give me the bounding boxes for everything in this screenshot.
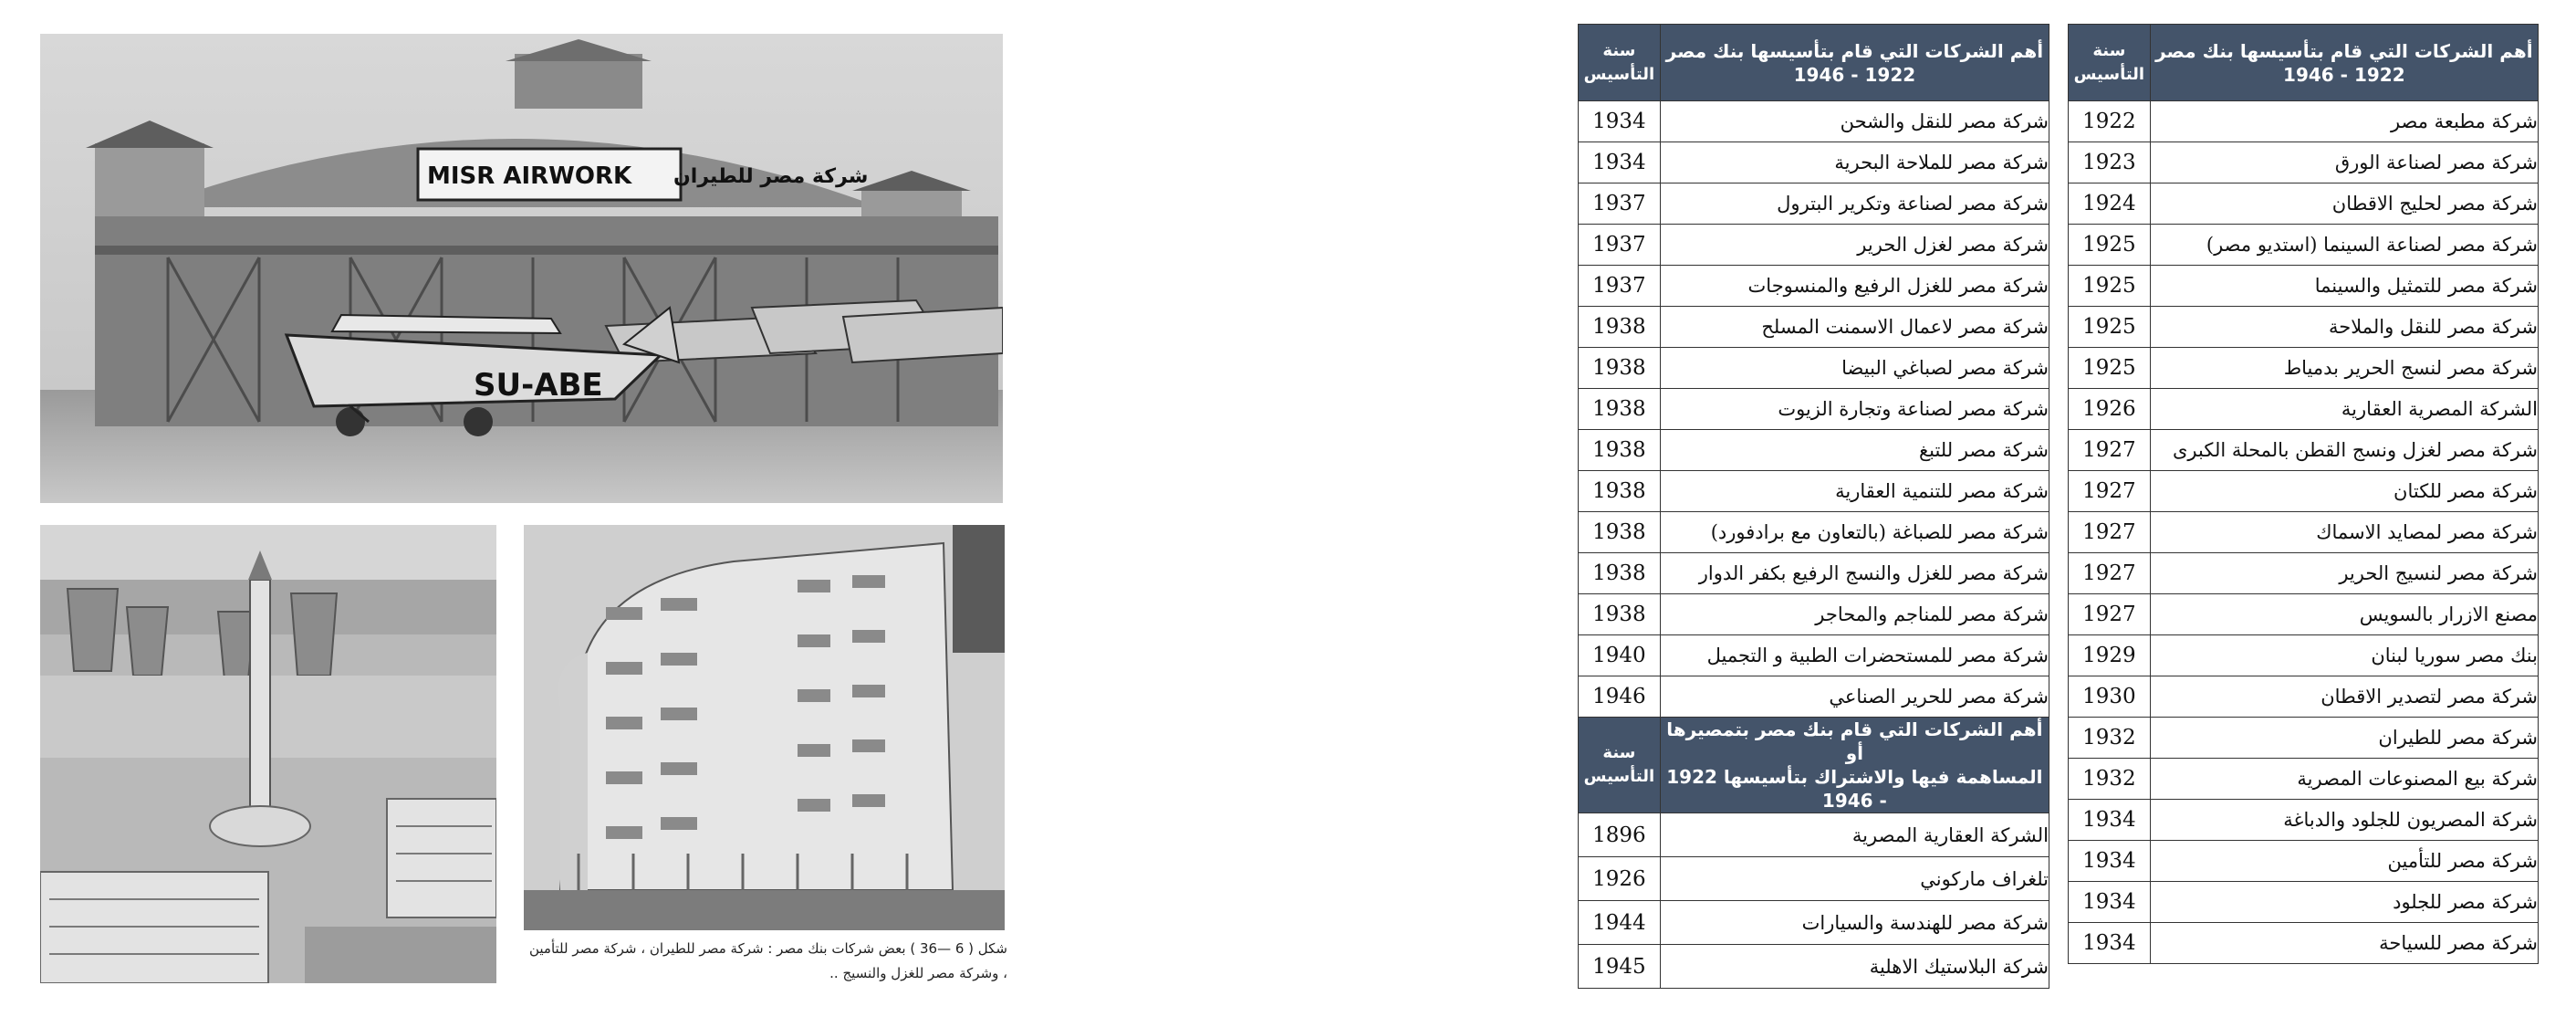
- founding-year: 1938: [1579, 348, 1661, 389]
- header-line-1: أهم الشركات التي قام بتأسيسها بنك مصر: [1665, 39, 2044, 62]
- founding-year: 1924: [2069, 183, 2151, 225]
- company-name: شركة مصر للصباغة (بالتعاون مع برادفورد): [1660, 512, 2049, 553]
- table-row: [1579, 430, 2049, 471]
- table-row: [1579, 307, 2049, 348]
- table-row: [2069, 553, 2539, 594]
- company-name: شركة مصر للتبغ: [1660, 430, 2049, 471]
- table-row: [2069, 718, 2539, 759]
- photo-factory: [40, 525, 496, 983]
- table-row: [2069, 348, 2539, 389]
- company-name: شركة مصر للمناجم والمحاجر: [1660, 594, 2049, 635]
- caption-line-2: ، وشركة مصر للغزل والنسيج ..: [829, 965, 1007, 981]
- header-line-2: 1922 - 1946: [1793, 63, 1916, 86]
- founding-year: 1930: [2069, 676, 2151, 718]
- table-row: [1579, 594, 2049, 635]
- founding-year: 1938: [1579, 389, 1661, 430]
- founding-year: 1927: [2069, 471, 2151, 512]
- table-row: [2069, 307, 2539, 348]
- table-left-header-year: [1579, 25, 1661, 101]
- founding-year: 1923: [2069, 142, 2151, 183]
- company-name: شركة مصر لحليج الاقطان: [2150, 183, 2538, 225]
- header-year-line-1: سنة: [2092, 40, 2126, 60]
- company-name: شركة مصر لصباغي البيضا: [1660, 348, 2049, 389]
- subheader-line-1: أهم الشركات التي قام بنك مصر بتمصيرها أو: [1666, 718, 2043, 764]
- table-row: [1579, 471, 2049, 512]
- founding-year: 1934: [2069, 800, 2151, 841]
- table-left-subheader-year: [1579, 718, 1661, 813]
- table-row: [1579, 348, 2049, 389]
- table-row: [1579, 101, 2049, 142]
- company-name: شركة مصر لصناعة الورق: [2150, 142, 2538, 183]
- company-name: بنك مصر سوريا لبنان: [2150, 635, 2538, 676]
- company-name: شركة مصر للملاحة البحرية: [1660, 142, 2049, 183]
- table-row: [1579, 553, 2049, 594]
- table-row: [1579, 266, 2049, 307]
- founding-year: 1927: [2069, 430, 2151, 471]
- founding-year: 1925: [2069, 348, 2151, 389]
- table-row: [1579, 901, 2049, 945]
- company-name: شركة مصر للنقل والشحن: [1660, 101, 2049, 142]
- founding-year: 1937: [1579, 183, 1661, 225]
- table-row: [2069, 594, 2539, 635]
- subheader-line-2: المساهمة فيها والاشتراك بتأسيسها 1922 - 1946: [1666, 766, 2043, 812]
- table-row: [2069, 512, 2539, 553]
- table-row: [2069, 923, 2539, 964]
- company-name: شركة مصر للكتان: [2150, 471, 2538, 512]
- table-row: [2069, 389, 2539, 430]
- founding-year: 1937: [1579, 225, 1661, 266]
- founding-year: 1934: [1579, 101, 1661, 142]
- company-name: شركة مصر لمصايد الاسماك: [2150, 512, 2538, 553]
- header-year-line-1: سنة: [1602, 40, 1636, 60]
- table-left-header-name: [1660, 25, 2049, 101]
- founding-year: 1922: [2069, 101, 2151, 142]
- company-name: شركة مصر للجلود: [2150, 882, 2538, 923]
- founding-year: 1945: [1579, 945, 1661, 989]
- company-name: شركة مصر للسياحة: [2150, 923, 2538, 964]
- founding-year: 1925: [2069, 225, 2151, 266]
- company-name: شركة مصر لغزل ونسج القطن بالمحلة الكبرى: [2150, 430, 2538, 471]
- table-right-header-year: [2069, 25, 2151, 101]
- plane-registration: SU-ABE: [474, 367, 603, 404]
- company-name: شركة مصر للمستحضرات الطبية و التجميل: [1660, 635, 2049, 676]
- company-name: شركة مطبعة مصر: [2150, 101, 2538, 142]
- company-name: شركة مصر لصناعة وتكرير البترول: [1660, 183, 2049, 225]
- company-name: شركة مصر لصناعة وتجارة الزيوت: [1660, 389, 2049, 430]
- founding-year: 1934: [2069, 882, 2151, 923]
- founding-year: 1934: [2069, 841, 2151, 882]
- company-name: شركة مصر للحرير الصناعي: [1660, 676, 2049, 718]
- table-row: [2069, 759, 2539, 800]
- founding-year: 1938: [1579, 594, 1661, 635]
- table-row: [2069, 142, 2539, 183]
- table-row: [2069, 635, 2539, 676]
- founding-year: 1934: [2069, 923, 2151, 964]
- company-name: شركة البلاستيك الاهلية: [1660, 945, 2049, 989]
- table-row: [2069, 676, 2539, 718]
- company-name: شركة مصر لاعمال الاسمنت المسلح: [1660, 307, 2049, 348]
- company-name: شركة مصر للغزل والنسج الرفيع بكفر الدوار: [1660, 553, 2049, 594]
- table-row: [2069, 471, 2539, 512]
- caption-line-1: شكل ( 6 —36 ) بعض شركات بنك مصر : شركة مصر للطيران ، شركة مصر للتأمين: [528, 940, 1007, 957]
- table-row: [1579, 635, 2049, 676]
- founding-year: 1926: [1579, 857, 1661, 901]
- table-right-header-name: [2150, 25, 2538, 101]
- subheader-year-line-1: سنة: [1602, 743, 1636, 762]
- table-row: [1579, 945, 2049, 989]
- header-year-line-2: التأسيس: [2073, 64, 2145, 84]
- founding-year: 1932: [2069, 718, 2151, 759]
- table-row: [2069, 430, 2539, 471]
- table-row: [1579, 813, 2049, 857]
- table-row: [1579, 857, 2049, 901]
- subheader-year-line-2: التأسيس: [1583, 767, 1655, 786]
- table-row: [2069, 800, 2539, 841]
- hangar-sign-text: MISR AIRWORK: [427, 163, 632, 190]
- table-row: [1579, 512, 2049, 553]
- table-row: [1579, 225, 2049, 266]
- company-name: الشركة العقارية المصرية: [1660, 813, 2049, 857]
- founding-year: 1944: [1579, 901, 1661, 945]
- founding-year: 1927: [2069, 553, 2151, 594]
- founding-year: 1940: [1579, 635, 1661, 676]
- figure-caption: [524, 937, 1007, 986]
- founding-year: 1927: [2069, 512, 2151, 553]
- table-row: [2069, 183, 2539, 225]
- table-row: [1579, 389, 2049, 430]
- photo-hangar: [40, 34, 1003, 503]
- founding-year: 1937: [1579, 266, 1661, 307]
- founding-year: 1925: [2069, 266, 2151, 307]
- company-name: شركة مصر لصناعة السينما (استديو مصر): [2150, 225, 2538, 266]
- table-row: [2069, 882, 2539, 923]
- company-name: شركة مصر للغزل الرفيع والمنسوجات: [1660, 266, 2049, 307]
- company-name: شركة مصر للنقل والملاحة: [2150, 307, 2538, 348]
- header-year-line-2: التأسيس: [1583, 64, 1655, 84]
- founding-year: 1926: [2069, 389, 2151, 430]
- table-row: [2069, 266, 2539, 307]
- table-left-subheader-name: [1660, 718, 2049, 813]
- founding-year: 1938: [1579, 471, 1661, 512]
- founding-year: 1925: [2069, 307, 2151, 348]
- header-line-1: أهم الشركات التي قام بتأسيسها بنك مصر: [2155, 39, 2533, 62]
- table-row: [2069, 225, 2539, 266]
- header-line-2: 1922 - 1946: [2283, 63, 2405, 86]
- founding-year: 1938: [1579, 430, 1661, 471]
- founding-year: 1927: [2069, 594, 2151, 635]
- company-name: شركة مصر للتأمين: [2150, 841, 2538, 882]
- company-name: شركة مصر للتنمية العقارية: [1660, 471, 2049, 512]
- company-name: شركة المصريون للجلود والدباغة: [2150, 800, 2538, 841]
- table-row: [1579, 676, 2049, 718]
- company-name: الشركة المصرية العقارية: [2150, 389, 2538, 430]
- table-right-companies: [2068, 24, 2539, 964]
- founding-year: 1938: [1579, 553, 1661, 594]
- company-name: شركة مصر للهندسة والسيارات: [1660, 901, 2049, 945]
- founding-year: 1934: [1579, 142, 1661, 183]
- company-name: تلغراف ماركوني: [1660, 857, 2049, 901]
- founding-year: 1946: [1579, 676, 1661, 718]
- hangar-sign-arabic: شركة مصر للطيران: [673, 165, 869, 188]
- company-name: شركة بيع المصنوعات المصرية: [2150, 759, 2538, 800]
- table-left-companies: [1578, 24, 2049, 989]
- company-name: شركة مصر للطيران: [2150, 718, 2538, 759]
- company-name: شركة مصر لتصدير الاقطان: [2150, 676, 2538, 718]
- table-row: [1579, 142, 2049, 183]
- table-row: [2069, 101, 2539, 142]
- company-name: شركة مصر لنسيج الحرير: [2150, 553, 2538, 594]
- founding-year: 1932: [2069, 759, 2151, 800]
- company-name: شركة مصر لنسج الحرير بدمياط: [2150, 348, 2538, 389]
- table-row: [1579, 183, 2049, 225]
- company-name: شركة مصر لغزل الحرير: [1660, 225, 2049, 266]
- founding-year: 1929: [2069, 635, 2151, 676]
- company-name: شركة مصر للتمثيل والسينما: [2150, 266, 2538, 307]
- company-name: مصنع الازرار بالسويس: [2150, 594, 2538, 635]
- founding-year: 1938: [1579, 512, 1661, 553]
- photo-building: [524, 525, 1005, 930]
- founding-year: 1896: [1579, 813, 1661, 857]
- table-row: [2069, 841, 2539, 882]
- founding-year: 1938: [1579, 307, 1661, 348]
